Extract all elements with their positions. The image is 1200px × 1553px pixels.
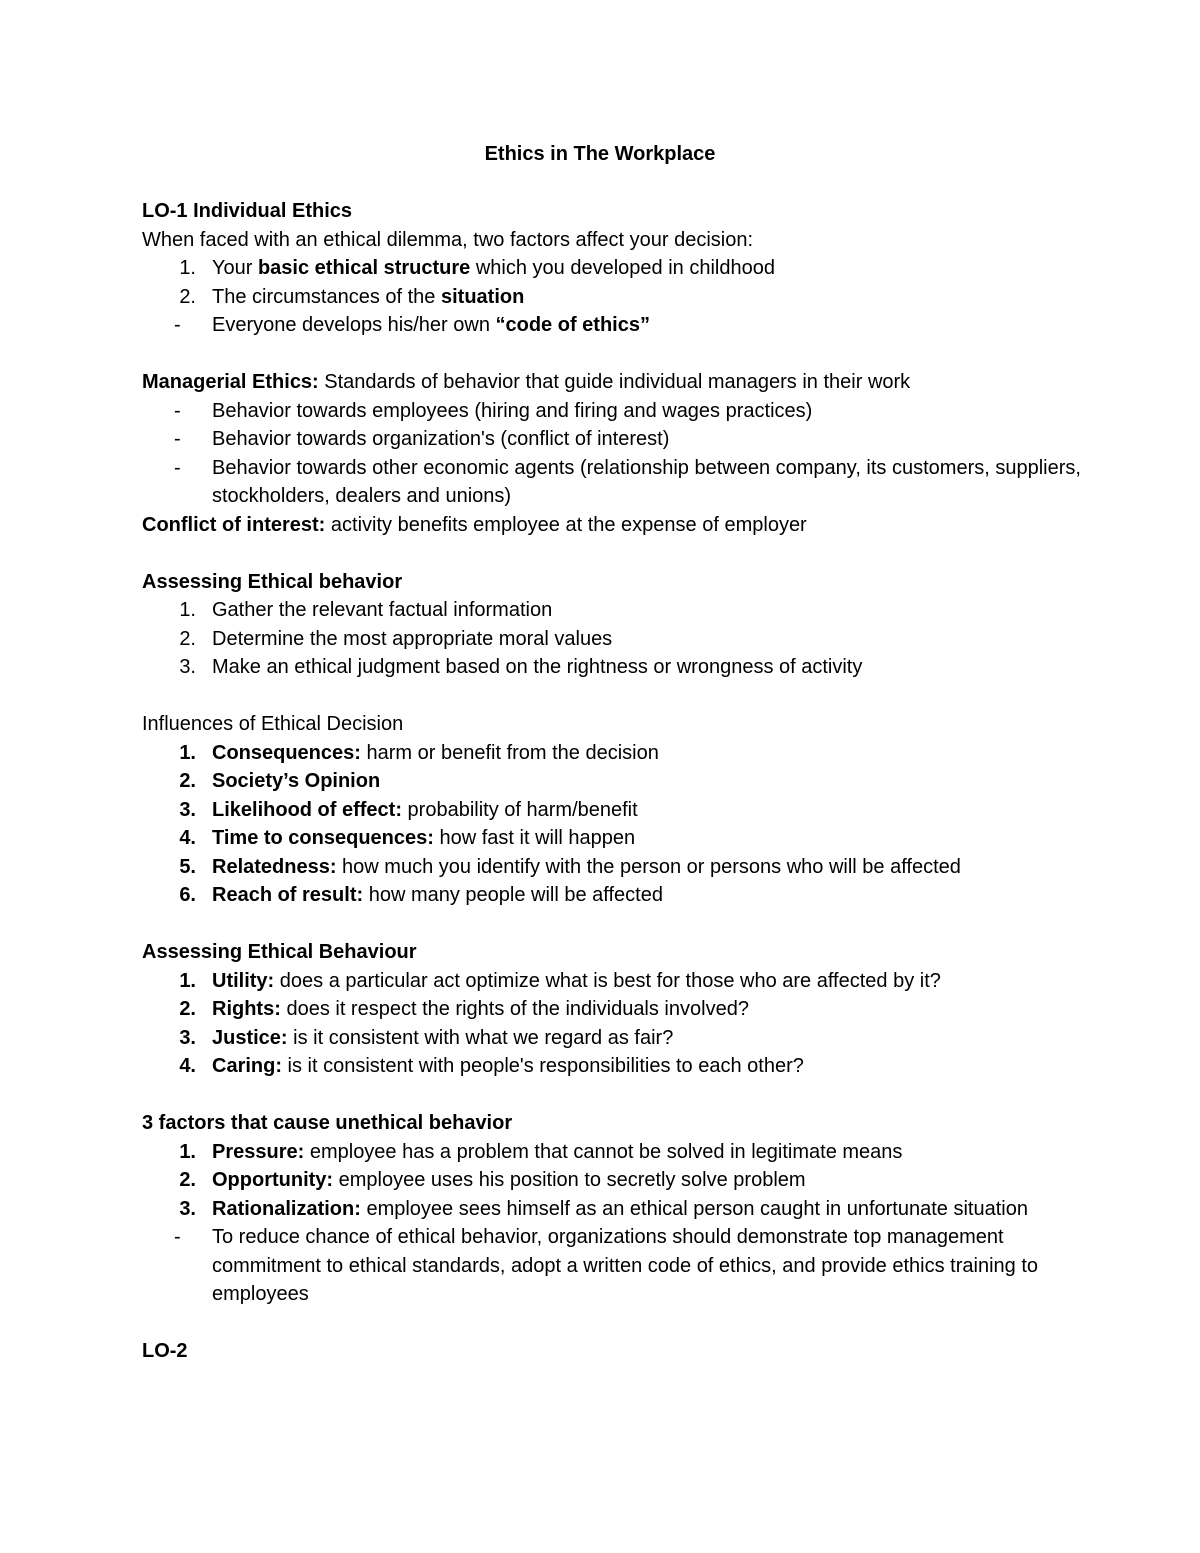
list-item: - Everyone develops his/her own “code of ethics” xyxy=(174,314,650,336)
list-item: 2. Rights: does it respect the rights of the individuals involved? xyxy=(179,998,749,1020)
list-item: 1. Consequences: harm or benefit from the decision xyxy=(179,741,659,764)
influences-heading: Influences of Ethical Decision xyxy=(142,713,404,735)
conflict-of-interest-definition: Conflict of interest: activity benefits employee at the expense of employer xyxy=(142,513,807,536)
list-item: 4. Caring: is it consistent with people's responsibilities to each other? xyxy=(179,1055,804,1077)
lo2-heading: LO-2 xyxy=(142,1340,188,1362)
assessing-heading: Assessing Ethical behavior xyxy=(142,570,403,593)
list-item: 1. Utility: does a particular act optimize what is best for those who are affected by it? xyxy=(179,969,941,992)
list-item: 3. Rationalization: employee sees himself as an ethical person caught in unfortunate situation xyxy=(179,1197,1028,1220)
document-title: Ethics in The Workplace xyxy=(484,143,716,165)
list-item: 3. Make an ethical judgment based on the rightness or wrongness of activity xyxy=(179,656,863,678)
list-item: - Behavior towards other economic agents (relationship between company, its customers, suppliers, stockholders, dealers and unions) xyxy=(174,456,1081,507)
list-item: 1. Pressure: employee has a problem that cannot be solved in legitimate means xyxy=(179,1140,903,1163)
list-item: 3. Likelihood of effect: probability of harm/benefit xyxy=(179,798,638,821)
list-item: 5. Relatedness: how much you identify with the person or persons who will be affected xyxy=(179,855,961,878)
managerial-ethics-definition: Managerial Ethics: Standards of behavior that guide individual managers in their work xyxy=(142,371,911,393)
list-item: 1. Gather the relevant factual information xyxy=(179,599,553,621)
list-item: - Behavior towards employees (hiring and firing and wages practices) xyxy=(174,399,813,422)
assessing-behaviour-heading: Assessing Ethical Behaviour xyxy=(142,941,417,963)
list-item: 2. Determine the most appropriate moral values xyxy=(179,627,613,650)
list-item: 4. Time to consequences: how fast it will happen xyxy=(179,827,636,849)
list-item: 2. The circumstances of the situation xyxy=(179,285,525,308)
lo1-intro: When faced with an ethical dilemma, two factors affect your decision: xyxy=(142,228,754,251)
list-item: 1. Your basic ethical structure which you developed in childhood xyxy=(179,257,775,279)
document-body xyxy=(142,197,1082,1366)
list-item: 2. Society’s Opinion xyxy=(179,770,381,792)
lo1-heading: LO-1 Individual Ethics xyxy=(142,200,353,222)
list-item: 2. Opportunity: employee uses his position to secretly solve problem xyxy=(179,1169,806,1191)
list-item: 3. Justice: is it consistent with what we regard as fair? xyxy=(179,1026,674,1049)
list-item: 6. Reach of result: how many people will be affected xyxy=(179,884,663,906)
list-item: - To reduce chance of ethical behavior, organizations should demonstrate top management commitment to ethical standards, adopt a written code of ethics, and provide ethics training to employees xyxy=(174,1226,1038,1305)
list-item: - Behavior towards organization's (conflict of interest) xyxy=(174,428,670,450)
factors-heading: 3 factors that cause unethical behavior xyxy=(142,1112,513,1134)
